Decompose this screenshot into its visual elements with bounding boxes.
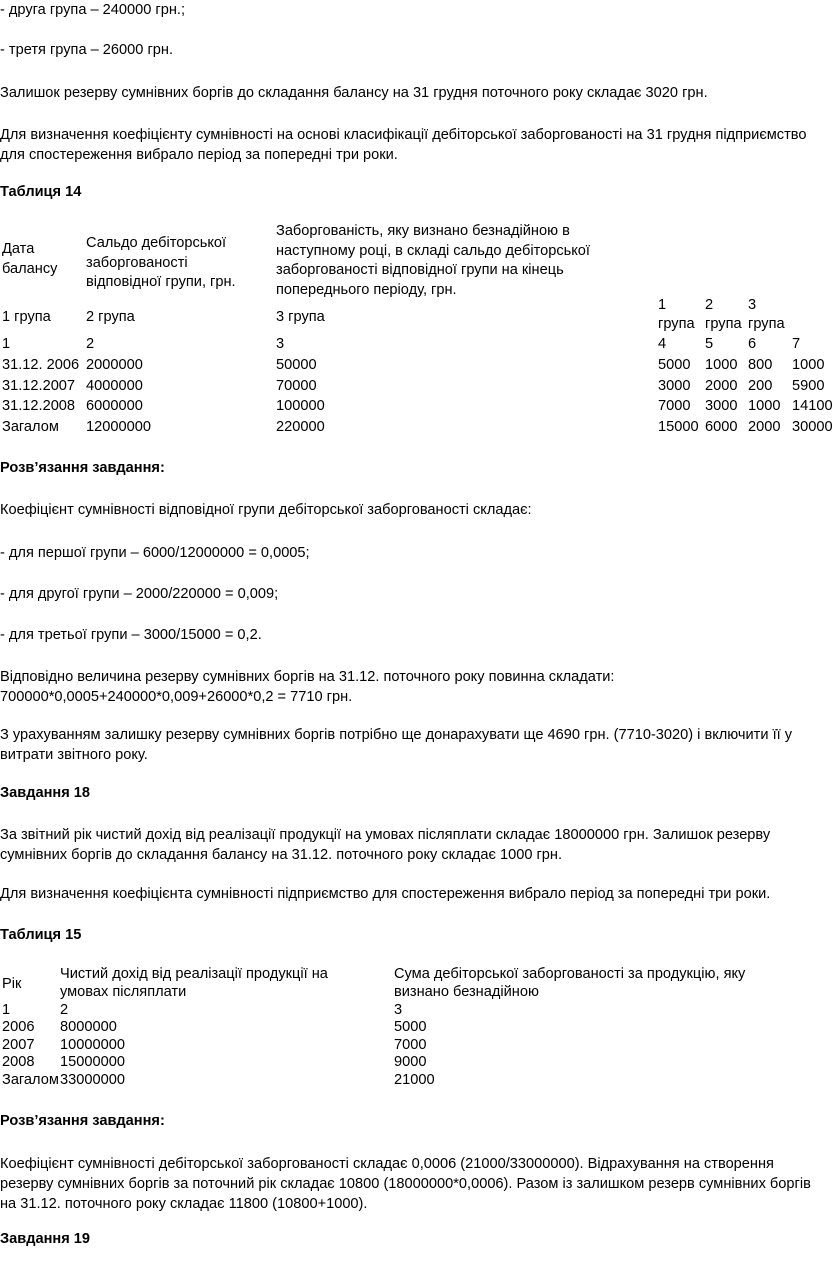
table-cell: 3 група bbox=[748, 297, 785, 332]
table-cell: 7000 bbox=[658, 398, 691, 414]
table-14-header-balance: Сальдо дебіторської заборгованості відповідної групи, грн. bbox=[86, 235, 236, 290]
table-cell: 220000 bbox=[276, 418, 325, 435]
table-cell: 7 bbox=[792, 336, 801, 352]
table-cell: 7000 bbox=[394, 1036, 427, 1053]
paragraph-group-3: - третя група – 26000 грн. bbox=[0, 42, 173, 58]
table-cell: 1000 bbox=[705, 357, 738, 373]
table-14-header-date: Дата балансу bbox=[2, 241, 58, 277]
table-cell: 5 bbox=[705, 336, 714, 352]
table-cell: Загалом bbox=[2, 418, 59, 435]
solution-1-line: - для другої групи – 2000/220000 = 0,009; bbox=[0, 586, 279, 602]
table-cell: 9000 bbox=[394, 1054, 427, 1070]
table-cell: 2000000 bbox=[86, 357, 143, 373]
solution-2-heading: Розв’язання завдання: bbox=[0, 1113, 165, 1129]
table-cell: 3 bbox=[276, 336, 285, 352]
table-cell: 5000 bbox=[394, 1019, 427, 1035]
table-cell: 15000 bbox=[658, 418, 699, 435]
table-cell: 6 bbox=[748, 336, 757, 352]
table-cell: 6000 bbox=[705, 418, 738, 435]
table-cell: 2006 bbox=[2, 1019, 35, 1035]
solution-1-line: - для першої групи – 6000/12000000 = 0,0005; bbox=[0, 545, 310, 561]
table-cell: 15000000 bbox=[60, 1054, 125, 1070]
table-cell: 6000000 bbox=[86, 398, 143, 414]
table-cell: 2007 bbox=[2, 1036, 35, 1053]
task-18-paragraph: За звітний рік чистий дохід від реалізації продукції на умовах післяплати складає 18000000 грн. Залишок резерву сумнівних боргів до складання балансу на 31.12. поточного року складає 1000 грн. bbox=[0, 827, 771, 863]
table-cell: 8000000 bbox=[60, 1019, 117, 1035]
table-cell: 1 група bbox=[2, 309, 51, 325]
solution-1-line: Відповідно величина резерву сумнівних боргів на 31.12. поточного року повинна складати: 700000*0,0005+240000*0,009+26000*0,2 = 7710 грн. bbox=[0, 669, 615, 705]
table-cell: 1 група bbox=[658, 297, 695, 332]
table-cell: 1 bbox=[2, 336, 11, 352]
table-cell: 100000 bbox=[276, 398, 325, 414]
table-cell: 2 bbox=[60, 1002, 69, 1018]
table-cell: 4 bbox=[658, 336, 667, 352]
table-cell: Загалом bbox=[2, 1071, 59, 1088]
table-cell: 1 bbox=[2, 1002, 11, 1018]
table-cell: 3000 bbox=[705, 398, 738, 414]
table-cell: 31.12.2008 bbox=[2, 398, 76, 414]
table-15-header-year: Рік bbox=[2, 976, 22, 992]
table-cell: 31.12. 2006 bbox=[2, 357, 80, 373]
table-cell: 800 bbox=[748, 357, 773, 373]
table-14-header-bad-debt: Заборгованість, яку визнано безнадійною в наступному році, в складі сальдо дебіторської заборгованості відповідної групи на кінець попереднього періоду, грн. bbox=[276, 223, 590, 298]
table-cell: 2000 bbox=[748, 418, 781, 435]
paragraph-reserve-balance: Залишок резерву сумнівних боргів до складання балансу на 31 грудня поточного року складає 3020 грн. bbox=[0, 85, 708, 101]
table-cell: 2008 bbox=[2, 1054, 35, 1070]
table-15-header-income: Чистий дохід від реалізації продукції на умовах післяплати bbox=[60, 966, 328, 1000]
table-cell: 31.12.2007 bbox=[2, 377, 76, 394]
table-cell: 33000000 bbox=[60, 1071, 125, 1088]
solution-1-line: - для третьої групи – 3000/15000 = 0,2. bbox=[0, 627, 262, 643]
solution-2-paragraph: Коефіцієнт сумнівності дебіторської заборгованості складає 0,0006 (21000/33000000). Відрахування на створення резерву сумнівних боргів за поточний рік складає 10800 (18000000*0,0006). Разом із залишком резерв сумнівних боргів на 31.12. поточного року складає 11800 (10800+1000). bbox=[0, 1156, 811, 1212]
table-cell: 2 bbox=[86, 336, 95, 352]
table-cell: 14100 bbox=[792, 398, 833, 414]
table-cell: 2 група bbox=[86, 309, 135, 325]
paragraph-period-selection: Для визначення коефіцієнту сумнівності на основі класифікації дебіторської заборгованості на 31 грудня підприємство для спостереження вибрало період за попередні три роки. bbox=[0, 127, 807, 163]
solution-1-line: З урахуванням залишку резерву сумнівних боргів потрібно ще донарахувати ще 4690 грн. (7710-3020) і включити її у витрати звітного року. bbox=[0, 727, 793, 763]
table-14-title: Таблиця 14 bbox=[0, 184, 82, 200]
task-19-heading: Завдання 19 bbox=[0, 1231, 91, 1247]
table-cell: 1000 bbox=[792, 357, 825, 373]
solution-1-line: Коефіцієнт сумнівності відповідної групи дебіторської заборгованості складає: bbox=[0, 502, 532, 518]
table-cell: 50000 bbox=[276, 357, 317, 373]
table-cell: 2000 bbox=[705, 377, 738, 394]
table-15-header-bad-debt: Сума дебіторської заборгованості за продукцію, яку визнано безнадійною bbox=[394, 966, 746, 1000]
table-cell: 70000 bbox=[276, 377, 317, 394]
table-cell: 3 bbox=[394, 1002, 403, 1018]
table-cell: 3 група bbox=[276, 309, 325, 325]
table-cell: 2 група bbox=[705, 297, 742, 332]
paragraph-group-2: - друга група – 240000 грн.; bbox=[0, 2, 186, 18]
table-cell: 10000000 bbox=[60, 1036, 125, 1053]
table-cell: 21000 bbox=[394, 1071, 435, 1088]
table-cell: 30000 bbox=[792, 418, 833, 435]
task-18-heading: Завдання 18 bbox=[0, 785, 91, 801]
solution-1-heading: Розв’язання завдання: bbox=[0, 460, 165, 476]
table-15-title: Таблиця 15 bbox=[0, 927, 82, 943]
table-cell: 1000 bbox=[748, 398, 781, 414]
table-cell: 12000000 bbox=[86, 418, 151, 435]
task-18-paragraph: Для визначення коефіцієнта сумнівності підприємство для спостереження вибрало період за попередні три роки. bbox=[0, 886, 771, 902]
table-cell: 200 bbox=[748, 377, 773, 394]
table-cell: 4000000 bbox=[86, 377, 143, 394]
table-cell: 5900 bbox=[792, 377, 825, 394]
table-cell: 5000 bbox=[658, 357, 691, 373]
table-cell: 3000 bbox=[658, 377, 691, 394]
